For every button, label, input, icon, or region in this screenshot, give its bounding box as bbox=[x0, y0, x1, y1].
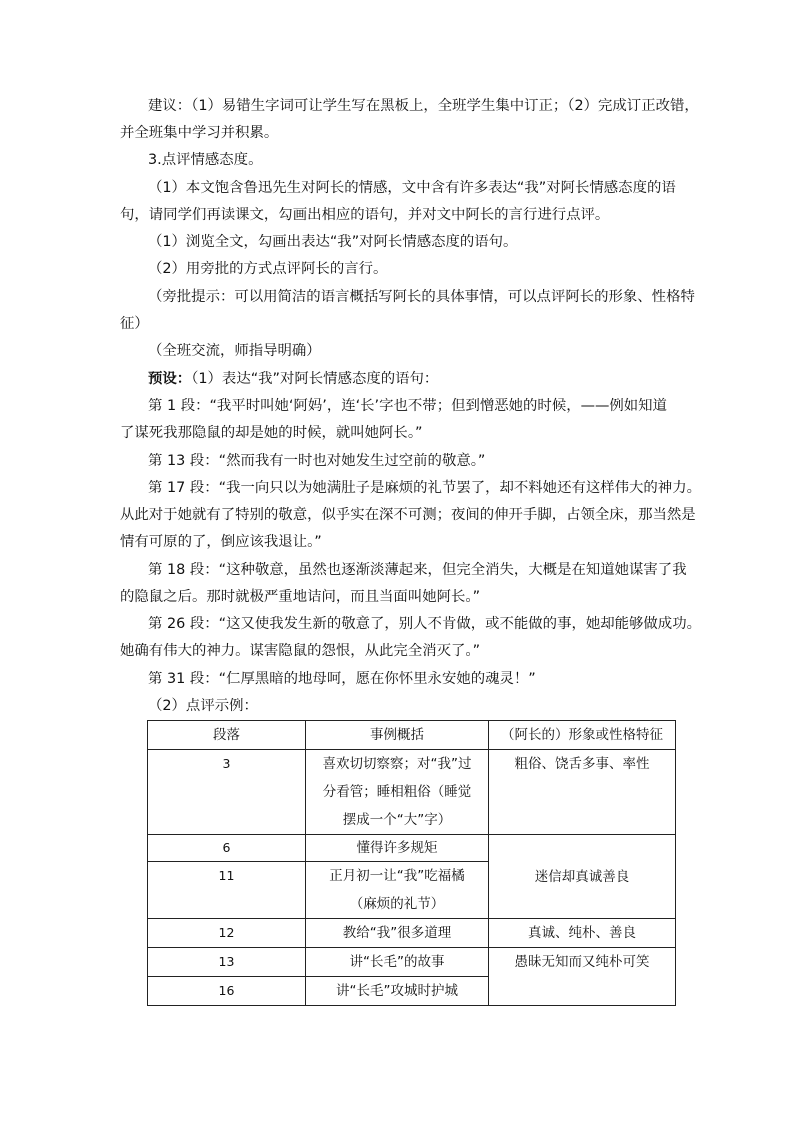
table-header-row bbox=[148, 721, 676, 750]
header-paragraph: 段落 bbox=[148, 721, 306, 750]
row-trait bbox=[489, 948, 676, 1006]
row-trait-text: 迷信却真诚善良 bbox=[534, 868, 630, 885]
preset-label: 预设： bbox=[148, 371, 192, 387]
quote-para26-line2: 她确有伟大的神力。谋害隐鼠的怨恨，从此完全消灭了。” bbox=[120, 643, 481, 659]
row-trait bbox=[489, 919, 676, 948]
step-2: （2）用旁批的方式点评阿长的言行。 bbox=[148, 261, 388, 277]
suggestion-line-1: 建议：（1）易错生字词可让学生写在黑板上，全班学生集中订正；（2）完成订正改错， bbox=[148, 98, 699, 114]
quote-para17-line1: 第 17 段：“我一向只以为她满肚子是麻烦的礼节罢了，却不料她还有这样伟大的神力。 bbox=[148, 480, 701, 496]
row-trait-text: 粗俗、饶舌多事、率性 bbox=[514, 756, 650, 772]
comment-example-heading: （2）点评示例： bbox=[148, 698, 258, 714]
row-paragraph bbox=[148, 977, 306, 1006]
preset-line bbox=[148, 369, 680, 389]
row-paragraph-text: 3 bbox=[222, 756, 231, 771]
hint-line-1: （旁批提示：可以用简洁的语言概括写阿长的具体事情，可以点评阿长的形象、性格特 bbox=[148, 289, 695, 305]
row-paragraph bbox=[148, 750, 306, 835]
step-1: （1）浏览全文，勾画出表达“我”对阿长情感态度的语句。 bbox=[148, 234, 518, 250]
quote-para1-line1: 第 1 段：“我平时叫她‘阿妈’，连‘长’字也不带；但到憎恶她的时候，——例如知道 bbox=[148, 398, 667, 414]
comment-table bbox=[147, 720, 676, 1006]
row-trait-text: 愚昧无知而又纯朴可笑 bbox=[514, 954, 650, 970]
row-trait bbox=[489, 750, 676, 835]
row-event-text: 喜欢切切察察；对“我”过分看管；睡相粗俗（睡觉摆成一个“大”字） bbox=[322, 756, 472, 828]
quote-para1-line2: 了谋死我那隐鼠的却是她的时候，就叫她阿长。” bbox=[120, 425, 423, 441]
header-event: 事例概括 bbox=[306, 721, 489, 750]
quote-para18-line2: 的隐鼠之后。那时就极严重地诘问，而且当面叫她阿长。” bbox=[120, 589, 481, 605]
table-row bbox=[148, 835, 676, 862]
row-event bbox=[306, 977, 489, 1006]
row-paragraph bbox=[148, 919, 306, 948]
row-event-text: 懂得许多规矩 bbox=[356, 840, 438, 856]
quote-para31: 第 31 段：“仁厚黑暗的地母呵，愿在你怀里永安她的魂灵！” bbox=[148, 671, 536, 687]
row-paragraph bbox=[148, 948, 306, 977]
hint-line-2: 征） bbox=[120, 316, 149, 332]
quote-para18-line1: 第 18 段：“这种敬意，虽然也逐渐淡薄起来，但完全消失，大概是在知道她谋害了我 bbox=[148, 562, 687, 578]
row-event bbox=[306, 919, 489, 948]
row-event-text: 教给“我”很多道理 bbox=[342, 925, 452, 941]
row-paragraph bbox=[148, 835, 306, 862]
row-event bbox=[306, 835, 489, 862]
table-row bbox=[148, 919, 676, 948]
task-line-1: （1）本文饱含鲁迅先生对阿长的情感，文中含有许多表达“我”对阿长情感态度的语 bbox=[148, 180, 676, 196]
quote-para26-line1: 第 26 段：“这又使我发生新的敬意了，别人不肯做，或不能做的事，她却能够做成功。 bbox=[148, 616, 701, 632]
class-exchange: （全班交流，师指导明确） bbox=[148, 343, 321, 359]
row-paragraph-text: 13 bbox=[218, 954, 235, 969]
row-event-text: 讲“长毛”攻城时护城 bbox=[336, 983, 458, 999]
preset-text: （1）表达“我”对阿长情感态度的语句： bbox=[191, 371, 439, 387]
row-paragraph-text: 6 bbox=[222, 840, 231, 855]
header-trait: （阿长的）形象或性格特征 bbox=[489, 721, 676, 750]
task-line-2: 句，请同学们再读课文，勾画出相应的语句，并对文中阿长的言行进行点评。 bbox=[120, 207, 610, 223]
quote-para13: 第 13 段：“然而我有一时也对她发生过空前的敬意。” bbox=[148, 453, 486, 469]
row-event-text: 讲“长毛”的故事 bbox=[349, 954, 445, 970]
suggestion-line-2: 并全班集中学习并积累。 bbox=[120, 125, 279, 141]
row-event bbox=[306, 750, 489, 835]
row-event bbox=[306, 862, 489, 919]
quote-para17-line2: 从此对于她就有了特别的敬意，似乎实在深不可测；夜间的伸开手脚，占领全床，那当然是 bbox=[120, 507, 696, 523]
row-trait bbox=[489, 835, 676, 919]
row-event bbox=[306, 948, 489, 977]
row-paragraph-text: 11 bbox=[218, 868, 235, 883]
row-trait-text: 真诚、纯朴、善良 bbox=[528, 925, 636, 941]
row-event-text: 正月初一让“我”吃福橘（麻烦的礼节） bbox=[329, 868, 465, 912]
row-paragraph bbox=[148, 862, 306, 919]
row-paragraph-text: 12 bbox=[218, 925, 235, 940]
table-row bbox=[148, 750, 676, 835]
quote-para17-line3: 情有可原的了，倒应该我退让。” bbox=[120, 534, 322, 550]
section-heading: 3.点评情感态度。 bbox=[148, 152, 263, 168]
table-row bbox=[148, 948, 676, 977]
row-paragraph-text: 16 bbox=[218, 983, 235, 998]
